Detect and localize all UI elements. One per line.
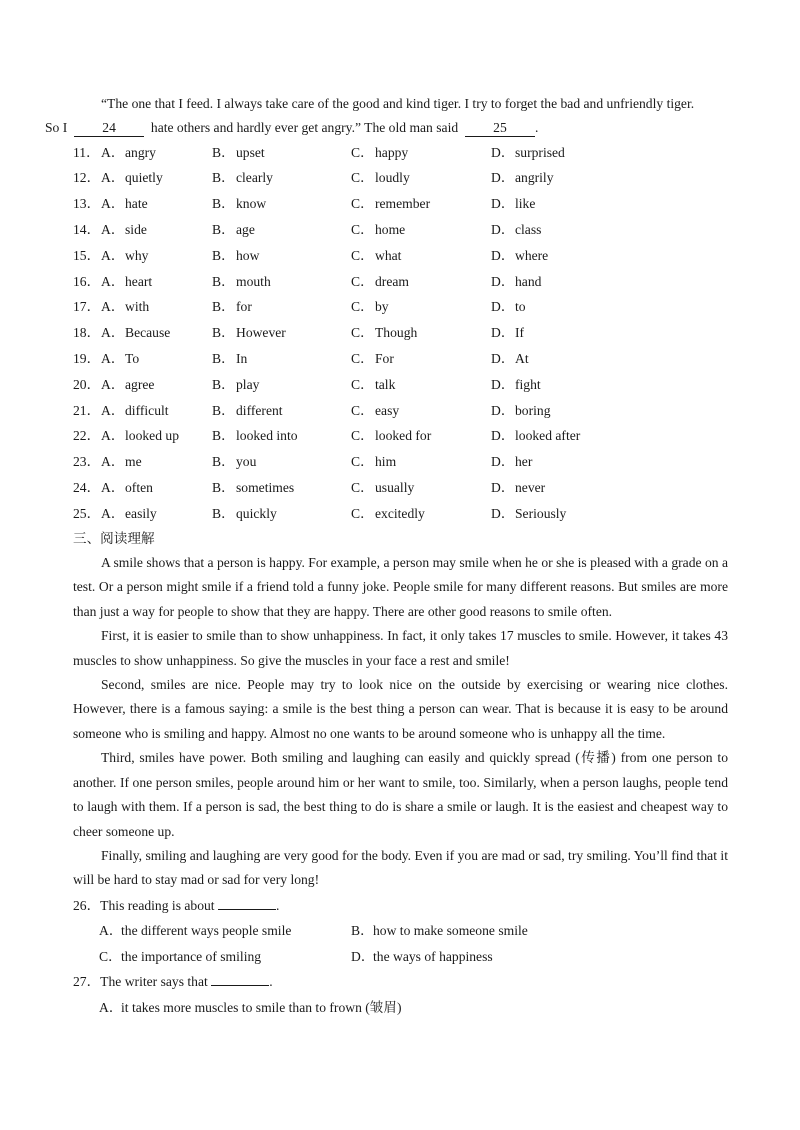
cloze-question-row bbox=[73, 243, 728, 269]
question-number: 20． bbox=[73, 376, 101, 392]
option-c[interactable]: C．what bbox=[351, 247, 402, 263]
question-number: 25． bbox=[73, 505, 101, 521]
cloze-question-row bbox=[73, 423, 728, 449]
cloze-question-row bbox=[73, 191, 728, 217]
option-b[interactable]: B．sometimes bbox=[212, 479, 295, 495]
option-26-c[interactable]: C．the importance of smiling bbox=[99, 948, 262, 964]
question-number: 11． bbox=[73, 144, 100, 160]
option-b[interactable]: B．different bbox=[212, 402, 283, 418]
question-26-stem: 26．This reading is about . bbox=[73, 893, 728, 919]
question-26-options-row1 bbox=[73, 918, 728, 944]
option-c[interactable]: C．happy bbox=[351, 144, 409, 160]
option-b[interactable]: B．In bbox=[212, 350, 248, 366]
cloze-question-row bbox=[73, 294, 728, 320]
reading-passage bbox=[73, 551, 728, 893]
question-number: 13． bbox=[73, 196, 101, 212]
question-number: 16． bbox=[73, 273, 101, 289]
option-c[interactable]: C．usually bbox=[351, 479, 415, 495]
option-26-d[interactable]: D．the ways of happiness bbox=[351, 948, 493, 964]
cloze-question-row bbox=[73, 501, 728, 527]
exam-page bbox=[45, 92, 728, 1020]
option-d[interactable]: D．to bbox=[491, 299, 526, 315]
option-a[interactable]: A．with bbox=[101, 299, 150, 315]
question-number: 12． bbox=[73, 170, 101, 186]
question-number: 23． bbox=[73, 454, 101, 470]
option-c[interactable]: C．him bbox=[351, 454, 397, 470]
option-a[interactable]: A．angry bbox=[101, 144, 156, 160]
question-number: 14． bbox=[73, 221, 101, 237]
option-c[interactable]: C．For bbox=[351, 350, 394, 366]
reading-paragraph-4: Third, smiles have power. Both smiling and laughing can easily and quickly spread (传播) from one person to another. If one person smiles, people around him or her want to smile, too. Similarly, when a person laughs, people tend to laugh with them. If a person is sad, the best thing to do is share a smile or laugh. It is the easiest and cheapest way to cheer someone up. bbox=[73, 750, 728, 839]
option-a[interactable]: A．easily bbox=[101, 505, 157, 521]
option-d[interactable]: D．angrily bbox=[491, 170, 554, 186]
option-a[interactable]: A．side bbox=[101, 221, 147, 237]
question-27-stem: 27．The writer says that . bbox=[73, 969, 728, 995]
option-d[interactable]: D．hand bbox=[491, 273, 542, 289]
cloze-question-row bbox=[73, 449, 728, 475]
option-b[interactable]: B．know bbox=[212, 196, 267, 212]
intro-line2: So I 24 hate others and hardly ever get angry.” The old man said 25 . bbox=[45, 120, 539, 136]
option-a[interactable]: A．hate bbox=[101, 196, 148, 212]
reading-paragraph-5: Finally, smiling and laughing are very good for the body. Even if you are mad or sad, try smiling. You’ll find that it will be hard to stay mad or sad for very long! bbox=[73, 847, 728, 888]
option-b[interactable]: B．clearly bbox=[212, 170, 273, 186]
option-d[interactable]: D．If bbox=[491, 325, 525, 341]
reading-paragraph-2: First, it is easier to smile than to show unhappiness. In fact, it only takes 17 muscles to smile. However, it takes 43 muscles to show unhappiness. So give the muscles in your face a rest and smile! bbox=[73, 628, 728, 668]
question-number: 19． bbox=[73, 350, 101, 366]
section-title: 三、阅读理解 bbox=[73, 530, 155, 546]
option-d[interactable]: D．boring bbox=[491, 402, 551, 418]
option-b[interactable]: B．upset bbox=[212, 144, 265, 160]
blank-24: 24 bbox=[74, 119, 144, 137]
reading-paragraph-1: A smile shows that a person is happy. For example, a person may smile when he or she is pleased with a grade on a test. Or a person might smile if a friend told a funny joke. People smile for many different reasons. But smiles are more than just a way for people to show that they are happy. There are other good reasons to smile often. bbox=[73, 555, 728, 619]
option-c[interactable]: C．home bbox=[351, 221, 406, 237]
option-a[interactable]: A．me bbox=[101, 454, 142, 470]
option-a[interactable]: A．looked up bbox=[101, 428, 179, 444]
option-b[interactable]: B．for bbox=[212, 299, 252, 315]
question-number: 18． bbox=[73, 325, 101, 341]
option-c[interactable]: C．talk bbox=[351, 376, 396, 392]
option-b[interactable]: B．However bbox=[212, 325, 286, 341]
intro-paragraph bbox=[45, 92, 728, 141]
cloze-question-row bbox=[73, 398, 728, 424]
question-26-options-row2 bbox=[73, 944, 728, 970]
option-d[interactable]: D．never bbox=[491, 479, 546, 495]
question-number: 15． bbox=[73, 247, 101, 263]
option-c[interactable]: C．dream bbox=[351, 273, 409, 289]
option-c[interactable]: C．excitedly bbox=[351, 505, 425, 521]
cloze-options-list bbox=[73, 140, 728, 527]
option-b[interactable]: B．you bbox=[212, 454, 257, 470]
reading-paragraph-3: Second, smiles are nice. People may try to look nice on the outside by exercising or wearing nice clothes. However, there is a famous saying: a smile is the best thing a person can wear. That is because it is easy to be around someone who is smiling and happy. Almost no one wants to be around someone who is unhappy all the time. bbox=[73, 677, 728, 741]
option-d[interactable]: D．Seriously bbox=[491, 505, 567, 521]
option-a[interactable]: A．quietly bbox=[101, 170, 163, 186]
option-c[interactable]: C．Though bbox=[351, 325, 418, 341]
cloze-question-row bbox=[73, 269, 728, 295]
cloze-question-row bbox=[73, 372, 728, 398]
question-number: 17． bbox=[73, 299, 101, 315]
answer-blank bbox=[218, 895, 276, 910]
option-d[interactable]: D．like bbox=[491, 196, 536, 212]
intro-line1: “The one that I feed. I always take care of the good and kind tiger. I try to forget the bad and unfriendly tiger. bbox=[101, 96, 695, 111]
option-a[interactable]: A．often bbox=[101, 479, 153, 495]
option-d[interactable]: D．class bbox=[491, 221, 542, 237]
option-c[interactable]: C．by bbox=[351, 299, 389, 315]
question-number: 24． bbox=[73, 479, 101, 495]
cloze-question-row bbox=[73, 217, 728, 243]
option-27-a[interactable]: A．it takes more muscles to smile than to frown (皱眉) bbox=[99, 999, 402, 1015]
option-b[interactable]: B．looked into bbox=[212, 428, 298, 444]
option-d[interactable]: D．surprised bbox=[491, 144, 565, 160]
option-b[interactable]: B．play bbox=[212, 376, 260, 392]
cloze-question-row bbox=[73, 320, 728, 346]
option-b[interactable]: B．mouth bbox=[212, 273, 271, 289]
option-d[interactable]: D．her bbox=[491, 454, 533, 470]
option-26-b[interactable]: B．how to make someone smile bbox=[351, 923, 528, 939]
option-a[interactable]: A．why bbox=[101, 247, 149, 263]
option-b[interactable]: B．quickly bbox=[212, 505, 277, 521]
option-26-a[interactable]: A．the different ways people smile bbox=[99, 923, 292, 939]
option-c[interactable]: C．loudly bbox=[351, 170, 410, 186]
cloze-question-row bbox=[73, 140, 728, 166]
option-a[interactable]: A．Because bbox=[101, 325, 171, 341]
option-d[interactable]: D．where bbox=[491, 247, 549, 263]
answer-blank bbox=[211, 971, 269, 986]
option-b[interactable]: B．how bbox=[212, 247, 260, 263]
option-d[interactable]: D．fight bbox=[491, 376, 541, 392]
option-b[interactable]: B．age bbox=[212, 221, 255, 237]
question-27-options-row1 bbox=[73, 995, 728, 1021]
option-c[interactable]: C．easy bbox=[351, 402, 400, 418]
option-a[interactable]: A．difficult bbox=[101, 402, 169, 418]
cloze-question-row bbox=[73, 165, 728, 191]
cloze-question-row bbox=[73, 346, 728, 372]
option-a[interactable]: A．agree bbox=[101, 376, 155, 392]
option-c[interactable]: C．looked for bbox=[351, 428, 432, 444]
question-number: 22． bbox=[73, 428, 101, 444]
blank-25: 25 bbox=[465, 119, 535, 137]
option-c[interactable]: C．remember bbox=[351, 196, 431, 212]
option-d[interactable]: D．At bbox=[491, 350, 529, 366]
option-a[interactable]: A．heart bbox=[101, 273, 153, 289]
option-a[interactable]: A．To bbox=[101, 350, 140, 366]
question-number: 21． bbox=[73, 402, 101, 418]
cloze-question-row bbox=[73, 475, 728, 501]
option-d[interactable]: D．looked after bbox=[491, 428, 581, 444]
